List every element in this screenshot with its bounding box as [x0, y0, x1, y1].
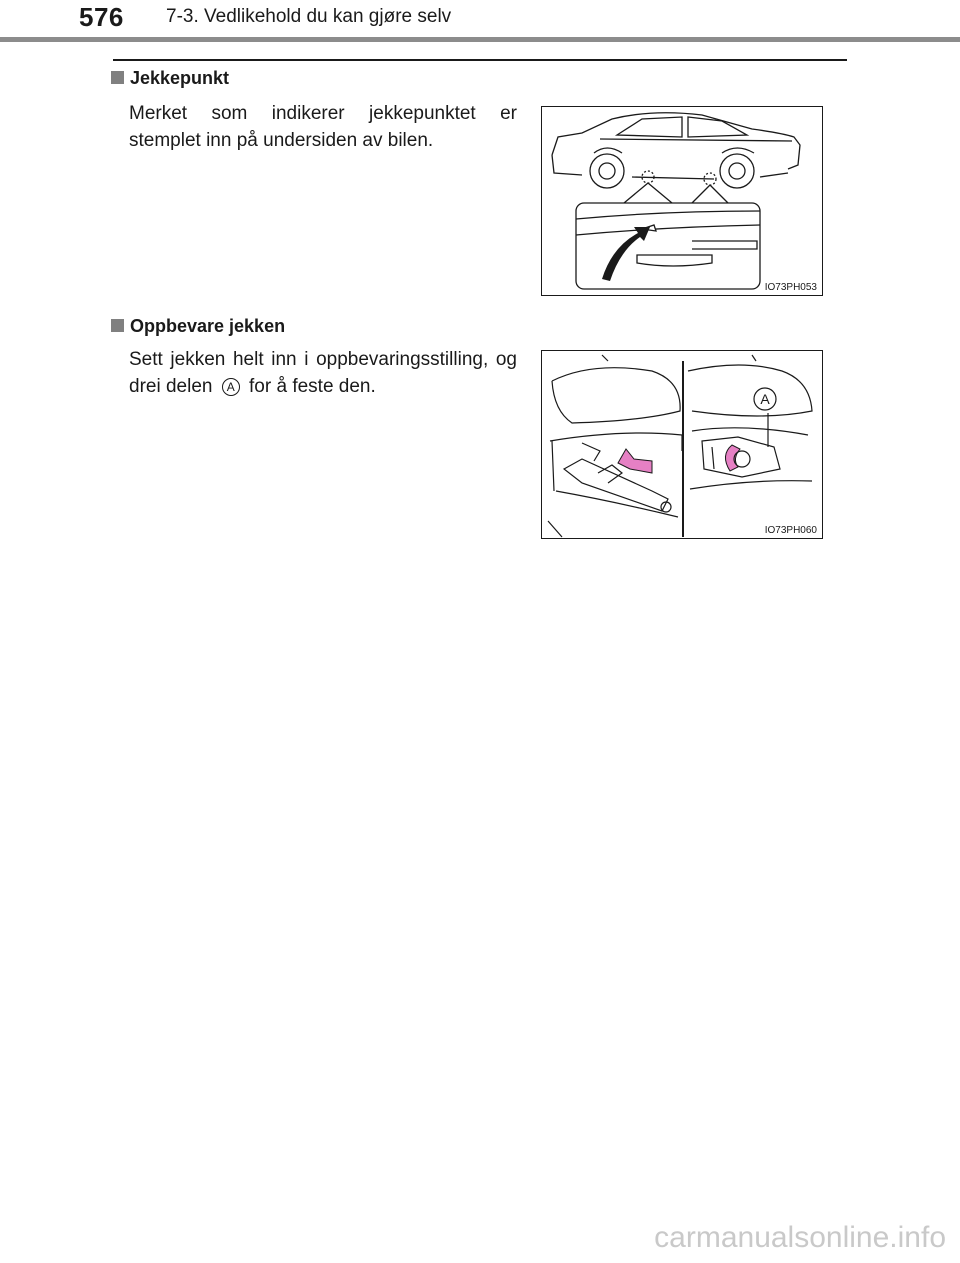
section-heading-text: Oppbevare jekken [130, 316, 286, 336]
heading-bullet-icon [111, 71, 124, 84]
header-rule [0, 37, 960, 42]
watermark: carmanualsonline.info [654, 1221, 946, 1254]
section-heading-store-jack [111, 316, 285, 337]
paragraph-text-part2: for å feste den. [249, 376, 376, 397]
paragraph-text-part1: Sett jekken helt inn i oppbevaringsstilling, og drei delen [129, 349, 517, 397]
section-paragraph-store-jack [129, 346, 517, 400]
car-jack-point-illustration [542, 107, 822, 295]
section-paragraph-jack-point: Merket som indikerer jekkepunktet er stemplet inn på undersiden av bilen. [129, 103, 517, 151]
section-heading-text: Jekkepunkt [130, 68, 230, 88]
figure-jack-point [541, 106, 823, 296]
figure-store-jack [541, 350, 823, 539]
callout-a-icon: A [222, 378, 240, 396]
figure-code: IO73PH053 [764, 282, 817, 293]
section-heading-jack-point [111, 68, 229, 89]
figure-label-a: A [760, 391, 770, 407]
heading-bullet-icon [111, 319, 124, 332]
section-rule [113, 59, 847, 61]
jack-storage-illustration [542, 351, 822, 538]
figure-code: IO73PH060 [764, 525, 817, 536]
chapter-title: 7-3. Vedlikehold du kan gjøre selv [166, 6, 452, 27]
page-number: 576 [79, 2, 124, 32]
